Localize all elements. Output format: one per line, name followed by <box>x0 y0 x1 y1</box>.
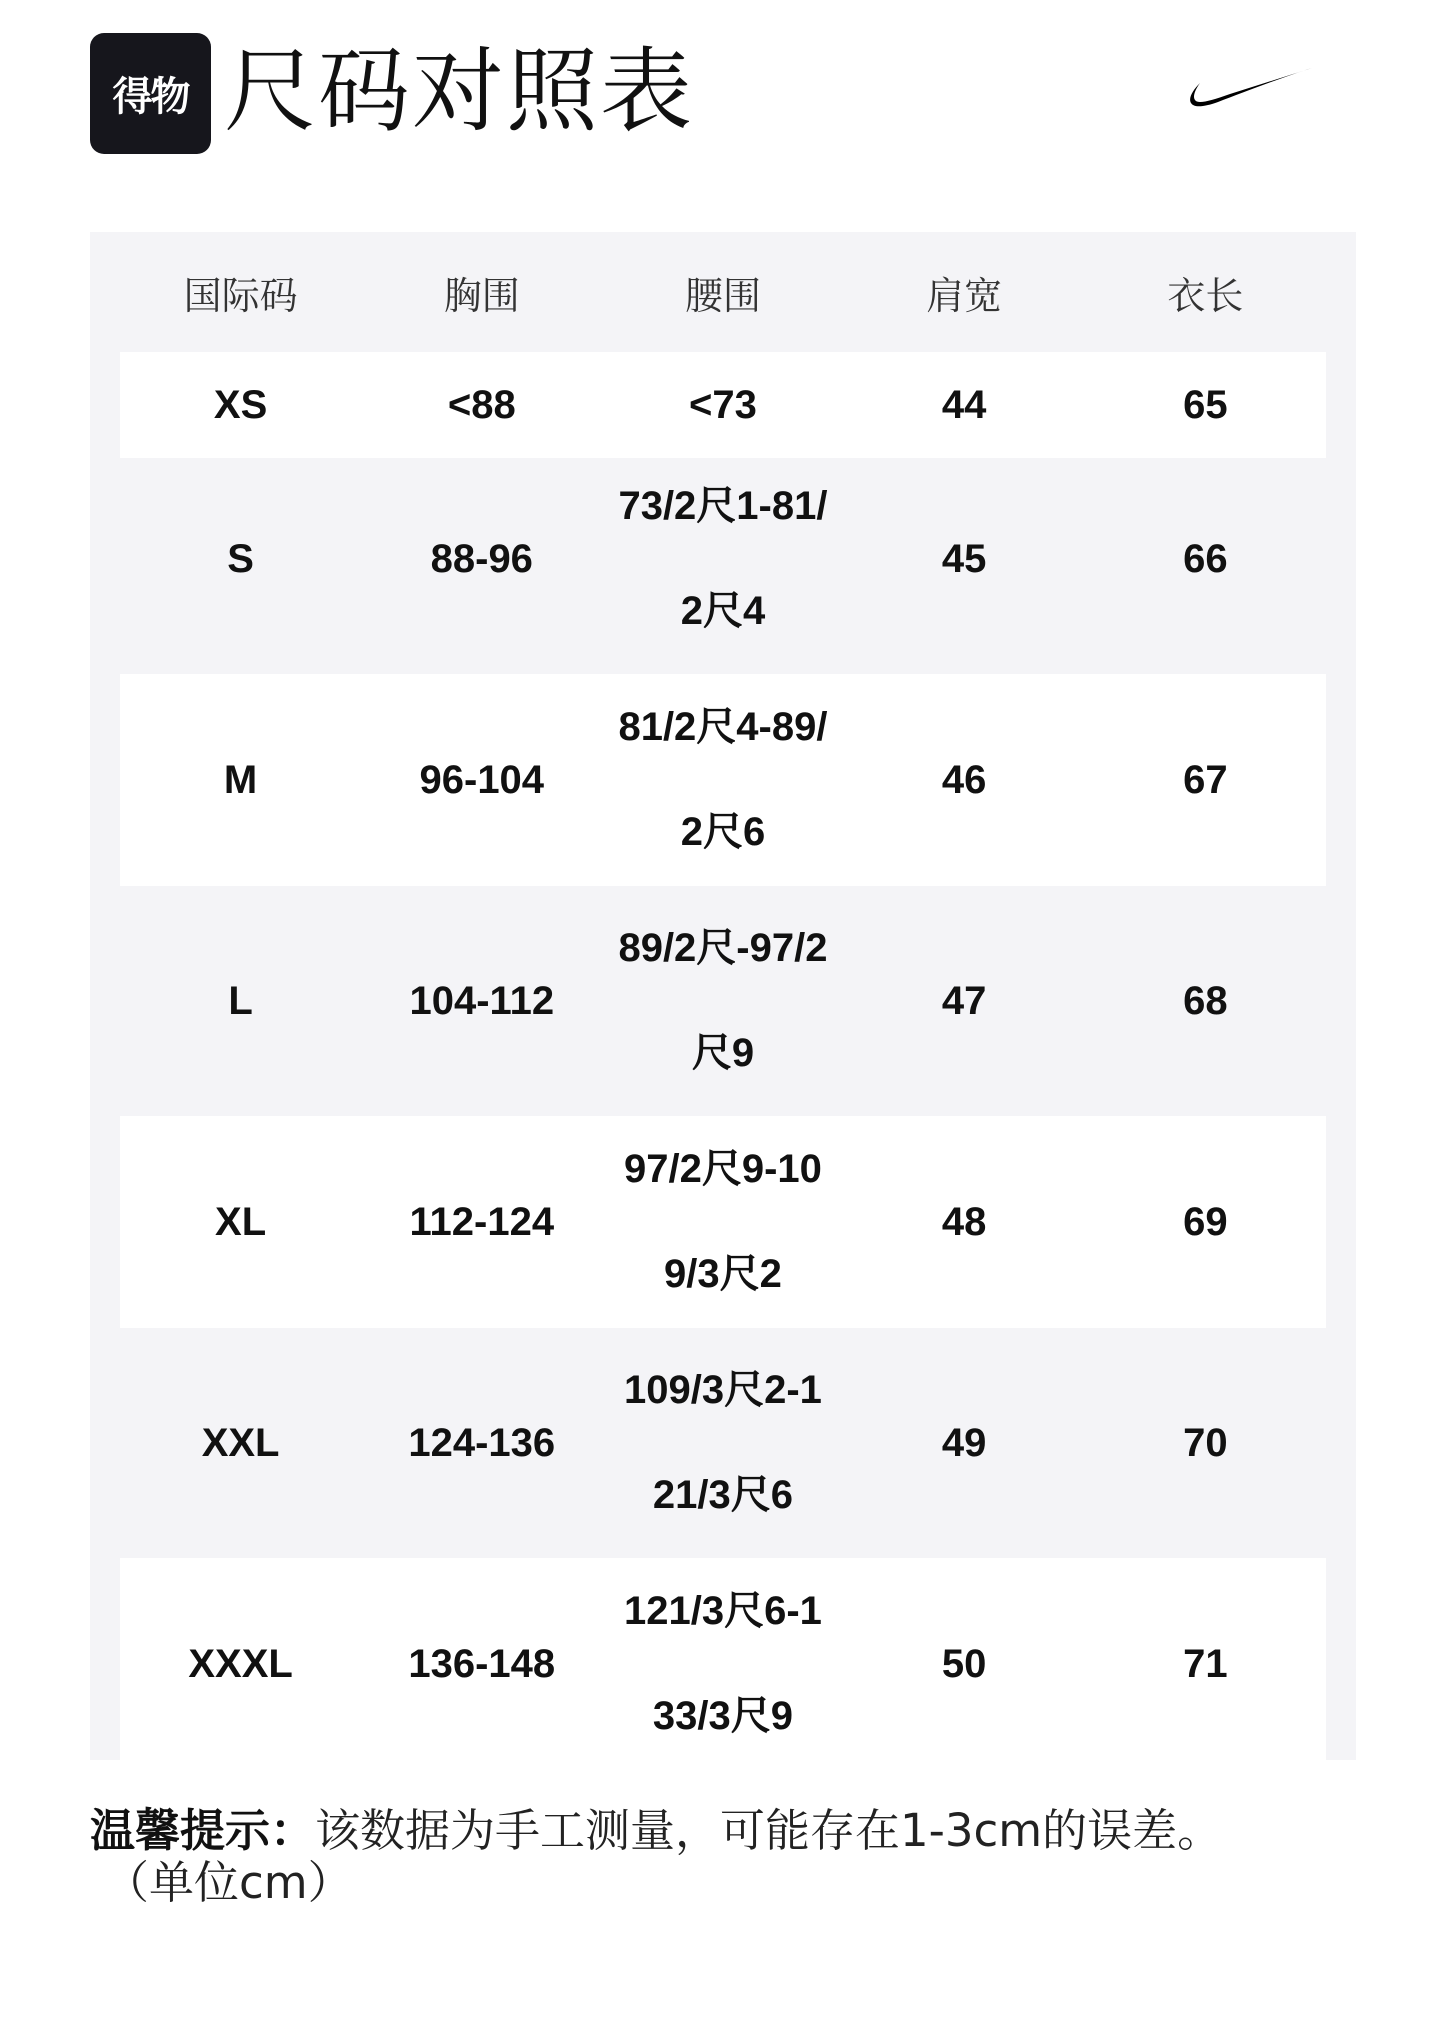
table-row <box>120 1116 1326 1328</box>
chest-cell: 112-124 <box>409 1199 555 1244</box>
column-header: 衣长 <box>1167 273 1244 318</box>
table-row <box>120 1558 1326 1770</box>
size-cell: M <box>223 757 258 802</box>
length-cell: 66 <box>1183 536 1228 581</box>
column-header: 国际码 <box>183 273 298 318</box>
length-cell: 65 <box>1183 382 1228 427</box>
waist-cell: 81/2尺4-89/2尺6 <box>618 705 828 854</box>
table-header <box>120 232 1326 352</box>
note-text: 该数据为手工测量，可能存在1-3cm的误差。 <box>315 1804 1223 1857</box>
chest-cell: <88 <box>447 382 516 427</box>
page-title: 尺码对照表 <box>224 38 695 145</box>
length-cell: 68 <box>1183 978 1228 1023</box>
brand-badge-text: 得物 <box>112 74 189 120</box>
column-header: 腰围 <box>684 273 761 318</box>
shoulder-cell: 48 <box>941 1199 987 1244</box>
note-unit: （单位cm） <box>104 1856 353 1909</box>
note-label: 温馨提示： <box>90 1804 316 1857</box>
shoulder-cell: 47 <box>941 978 987 1023</box>
table-row <box>120 895 1326 1107</box>
size-cell: XXL <box>201 1420 280 1465</box>
chest-cell: 104-112 <box>409 978 555 1023</box>
waist-cell: 109/3尺2-121/3尺6 <box>624 1368 822 1517</box>
size-cell: XS <box>213 382 268 427</box>
brand-badge <box>90 33 211 154</box>
table-row <box>120 674 1326 886</box>
waist-cell: 89/2尺-97/2尺9 <box>618 926 828 1075</box>
waist-cell: 97/2尺9-109/3尺2 <box>624 1147 822 1296</box>
table-row <box>120 1337 1326 1549</box>
length-cell: 69 <box>1183 1199 1228 1244</box>
shoulder-cell: 49 <box>941 1420 987 1465</box>
table-row <box>120 453 1326 665</box>
chest-cell: 124-136 <box>408 1420 556 1465</box>
size-cell: S <box>227 536 254 581</box>
waist-cell: 73/2尺1-81/2尺4 <box>618 484 828 633</box>
chest-cell: 88-96 <box>430 536 533 581</box>
size-cell: L <box>228 978 253 1023</box>
column-header: 肩宽 <box>926 273 1003 318</box>
length-cell: 70 <box>1183 1420 1228 1465</box>
chest-cell: 136-148 <box>408 1641 556 1686</box>
chest-cell: 96-104 <box>419 757 545 802</box>
column-header: 胸围 <box>443 273 520 318</box>
table-row <box>120 352 1326 458</box>
length-cell: 71 <box>1183 1641 1228 1686</box>
waist-cell: 121/3尺6-133/3尺9 <box>624 1589 822 1738</box>
size-table <box>90 232 1356 1760</box>
shoulder-cell: 44 <box>941 382 987 427</box>
size-cell: XXXL <box>188 1641 293 1686</box>
shoulder-cell: 46 <box>941 757 987 802</box>
waist-cell: <73 <box>689 382 757 427</box>
shoulder-cell: 45 <box>941 536 987 581</box>
shoulder-cell: 50 <box>941 1641 987 1686</box>
swoosh-logo-icon <box>1186 64 1314 116</box>
size-cell: XL <box>215 1199 267 1244</box>
measurement-note <box>90 1805 1350 1909</box>
length-cell: 67 <box>1183 757 1228 802</box>
